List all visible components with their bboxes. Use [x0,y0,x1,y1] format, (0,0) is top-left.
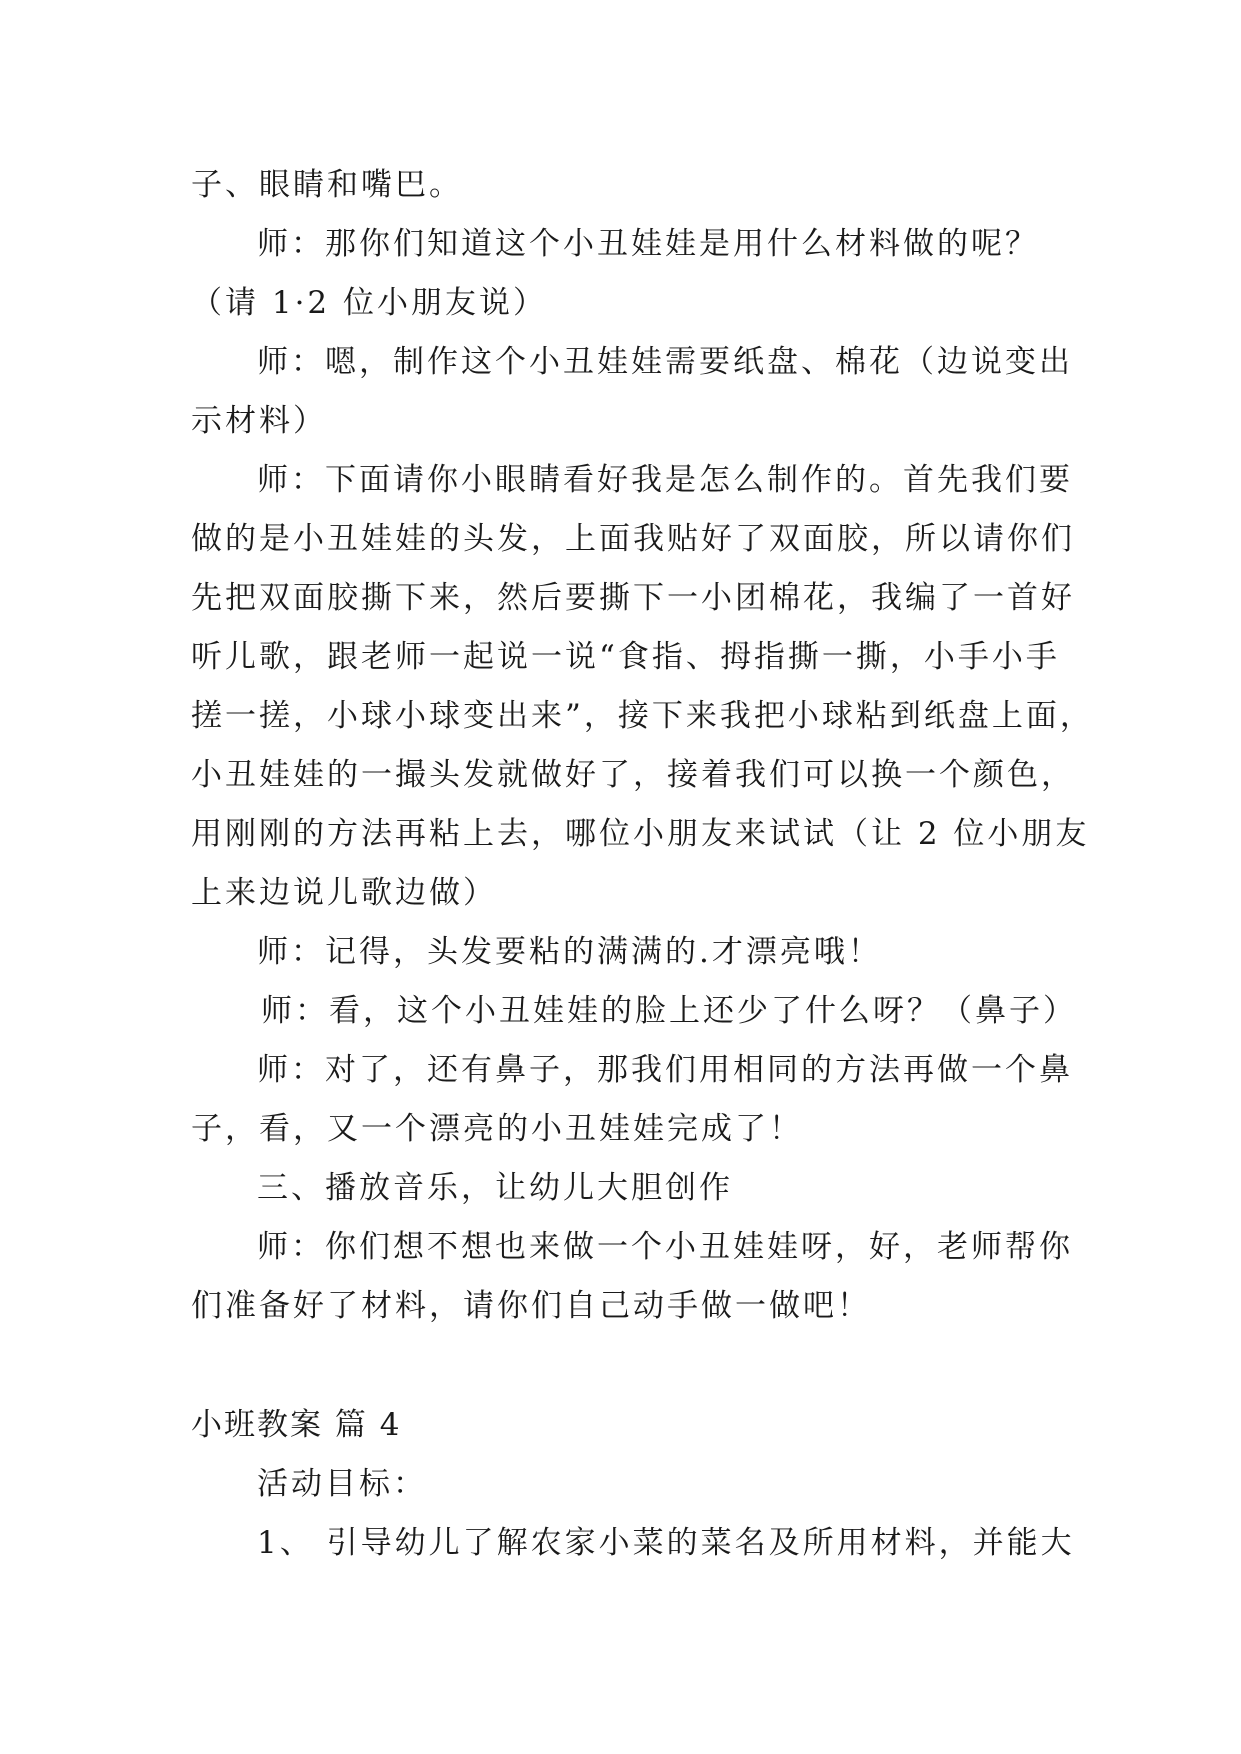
paragraph-line: 师：你们想不想也来做一个小丑娃娃呀，好，老师帮你 [257,1229,1073,1265]
paragraph-line: （请 1·2 位小朋友说） [191,285,548,321]
paragraph-line: 们准备好了材料，请你们自己动手做一做吧！ [191,1288,871,1324]
paragraph-gap [191,1336,1071,1396]
paragraph-line: 师：对了，还有鼻子，那我们用相同的方法再做一个鼻 [257,1052,1073,1088]
paragraph-line: 小丑娃娃的一撮头发就做好了，接着我们可以换一个颜色， [191,757,1075,793]
paragraph-line: 师：那你们知道这个小丑娃娃是用什么材料做的呢？ [257,226,1039,262]
paragraph-line: 师：嗯，制作这个小丑娃娃需要纸盘、棉花（边说变出 [257,344,1073,380]
lesson-plan-heading: 小班教案 篇 4 [191,1407,402,1443]
paragraph-line: 上来边说儿歌边做） [191,875,497,911]
paragraph-line: 做的是小丑娃娃的头发，上面我贴好了双面胶，所以请你们 [191,521,1075,557]
paragraph-line: 子，看，又一个漂亮的小丑娃娃完成了！ [191,1111,803,1147]
paragraph-line: 搓一搓，小球小球变出来”，接下来我把小球粘到纸盘上面， [191,698,1094,734]
paragraph-line: 师：下面请你小眼睛看好我是怎么制作的。首先我们要 [257,462,1073,498]
paragraph-line: 用刚刚的方法再粘上去，哪位小朋友来试试（让 2 位小朋友 [191,816,1090,852]
paragraph-line: 听儿歌，跟老师一起说一说“食指、拇指撕一撕，小手小手 [191,639,1060,675]
document-body [191,156,1094,1573]
paragraph-line: 子、眼睛和嘴巴。 [191,167,463,203]
activity-goals-label: 活动目标： [257,1466,427,1502]
paragraph-line: 师：看，这个小丑娃娃的脸上还少了什么呀？（鼻子） [261,993,1077,1029]
goal-item-1: 1、 引导幼儿了解农家小菜的菜名及所用材料，并能大 [257,1525,1075,1561]
paragraph-line: 先把双面胶撕下来，然后要撕下一小团棉花，我编了一首好 [191,580,1075,616]
paragraph-line: 师：记得，头发要粘的满满的.才漂亮哦！ [257,934,882,970]
paragraph-line: 示材料） [191,403,327,439]
section-heading-line: 三、播放音乐，让幼儿大胆创作 [257,1170,733,1206]
